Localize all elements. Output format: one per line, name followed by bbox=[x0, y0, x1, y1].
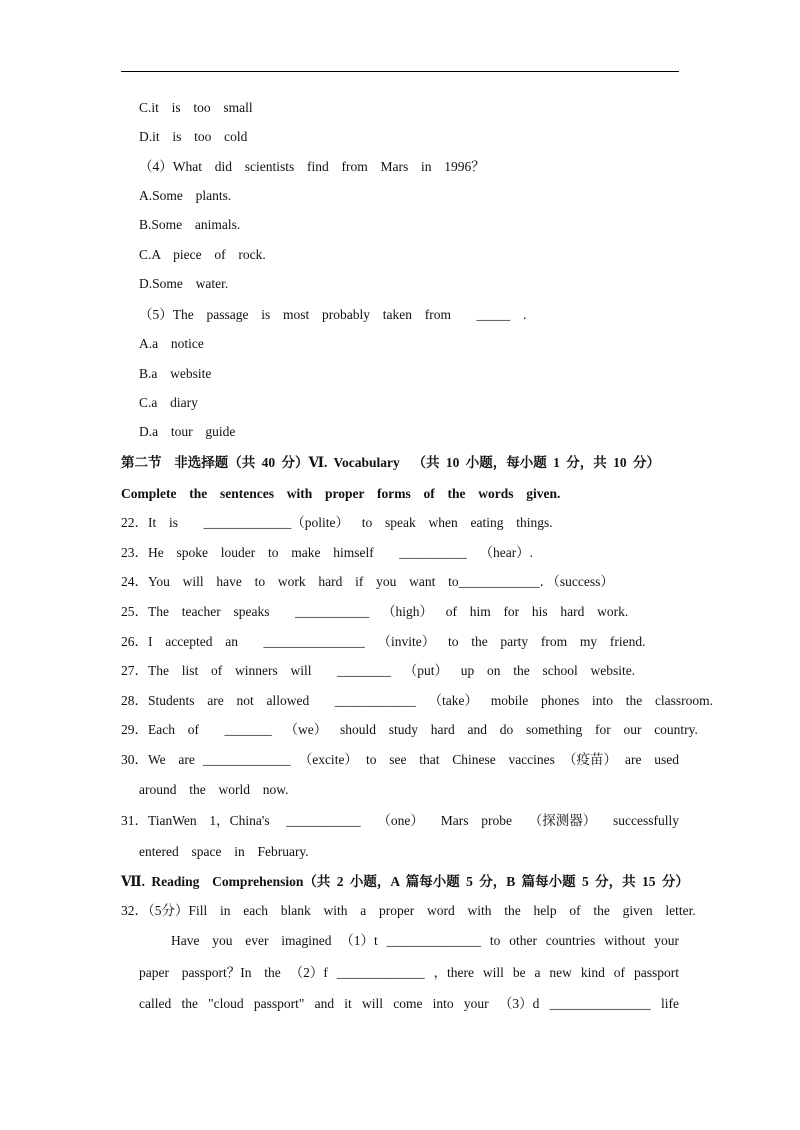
passage-word: to bbox=[489, 933, 501, 948]
passage-word: passport bbox=[633, 965, 679, 980]
vocab-item-29: 29．Each of _______ （we） should study hard and do something for our country. bbox=[121, 722, 698, 737]
q30-part: to see that Chinese vaccines bbox=[365, 752, 555, 767]
vocab-item-27: 27．The list of winners will ________ （put） up on the school website. bbox=[121, 663, 636, 678]
question-4-stem: （4）What did scientists find from Mars in 1996？ bbox=[139, 159, 485, 174]
section-2-instruction: Complete the sentences with proper forms of the words given. bbox=[121, 486, 561, 501]
passage-word: your bbox=[654, 933, 679, 948]
q31-part: （探测器） bbox=[528, 813, 597, 828]
passage-word: will bbox=[362, 996, 384, 1011]
passage-word: into bbox=[432, 996, 454, 1011]
passage-line-1 bbox=[171, 933, 679, 949]
option-3c: C.it is too small bbox=[139, 100, 253, 115]
q31-part: 31．TianWen 1，China's bbox=[121, 813, 270, 828]
passage-word: the bbox=[181, 996, 198, 1011]
passage-word: new bbox=[549, 965, 572, 980]
passage-word: life bbox=[661, 996, 679, 1011]
q30-blank: _____________ bbox=[202, 752, 291, 767]
passage-word: "cloud bbox=[208, 996, 244, 1011]
passage-blank-label: （2）f bbox=[289, 965, 328, 980]
passage-word: and bbox=[314, 996, 335, 1011]
passage-word: will bbox=[482, 965, 504, 980]
option-4c: C.A piece of rock. bbox=[139, 247, 266, 262]
option-4b: B.Some animals. bbox=[139, 217, 241, 232]
option-5d: D.a tour guide bbox=[139, 424, 236, 439]
passage-line-2 bbox=[139, 965, 679, 981]
vocab-item-28: 28．Students are not allowed ____________ （take） mobile phones into the classroom. bbox=[121, 693, 714, 708]
option-5b: B.a website bbox=[139, 366, 212, 381]
vocab-item-30 bbox=[121, 752, 679, 768]
passage-word: of bbox=[613, 965, 626, 980]
q31-part: （one） bbox=[377, 813, 424, 828]
passage-word: countries bbox=[545, 933, 596, 948]
option-4d: D.Some water. bbox=[139, 276, 229, 291]
option-3d: D.it is too cold bbox=[139, 129, 248, 144]
passage-word: other bbox=[509, 933, 537, 948]
q31-blank: ___________ bbox=[286, 813, 361, 828]
q31-part: successfully bbox=[613, 813, 679, 828]
option-5c: C.a diary bbox=[139, 395, 198, 410]
passage-word: ，there bbox=[433, 965, 474, 980]
section-7-heading: Ⅶ. Reading Comprehension（共 2 小题，A 篇每小题 5 分，B 篇每小题 5 分，共 15 分） bbox=[121, 874, 689, 889]
vocab-item-25: 25．The teacher speaks ___________ （high） of him for his hard work. bbox=[121, 604, 629, 619]
passage-word: kind bbox=[580, 965, 605, 980]
q30-part: are used bbox=[624, 752, 679, 767]
q31-part: Mars probe bbox=[440, 813, 512, 828]
vocab-item-24: 24．You will have to work hard if you want to____________．（success） bbox=[121, 574, 614, 589]
passage-word: Have you ever imagined bbox=[171, 933, 332, 948]
vocab-item-30-cont: around the world now. bbox=[139, 782, 289, 797]
vocab-item-31-cont: entered space in February. bbox=[139, 844, 309, 859]
section-2-heading: 第二节 非选择题（共 40 分）Ⅵ. Vocabulary （共 10 小题，每小题 1 分，共 10 分） bbox=[121, 455, 661, 470]
vocab-item-31 bbox=[121, 813, 679, 829]
passage-word: called bbox=[139, 996, 172, 1011]
vocab-item-22: 22．It is _____________（polite） to speak when eating things. bbox=[121, 515, 553, 530]
question-32-stem: 32．（5分）Fill in each blank with a proper word with the help of the given letter. bbox=[121, 903, 696, 918]
q30-part: （excite） bbox=[298, 752, 358, 767]
passage-word: your bbox=[463, 996, 489, 1011]
vocab-item-26: 26．I accepted an _______________ （invite） to the party from my friend. bbox=[121, 634, 646, 649]
vocab-item-23: 23．He spoke louder to make himself __________ （hear）. bbox=[121, 545, 534, 560]
q30-part: （疫苗） bbox=[562, 752, 617, 767]
passage-blank: ______________ bbox=[386, 933, 482, 948]
option-4a: A.Some plants. bbox=[139, 188, 232, 203]
passage-word: paper passport？In the bbox=[139, 965, 281, 980]
passage-line-3 bbox=[139, 996, 679, 1012]
passage-word: without bbox=[604, 933, 646, 948]
passage-word: be bbox=[512, 965, 526, 980]
passage-blank: _______________ bbox=[549, 996, 651, 1011]
option-5a: A.a notice bbox=[139, 336, 204, 351]
question-5-stem: （5）The passage is most probably taken from _____ . bbox=[139, 307, 527, 322]
header-rule bbox=[121, 71, 679, 72]
passage-blank-label: （1）t bbox=[340, 933, 378, 948]
passage-blank: _____________ bbox=[336, 965, 425, 980]
passage-blank-label: （3）d bbox=[498, 996, 540, 1011]
passage-word: a bbox=[534, 965, 541, 980]
passage-word: come bbox=[393, 996, 423, 1011]
passage-word: passport" bbox=[253, 996, 305, 1011]
passage-word: it bbox=[344, 996, 352, 1011]
q30-part: 30．We are bbox=[121, 752, 195, 767]
